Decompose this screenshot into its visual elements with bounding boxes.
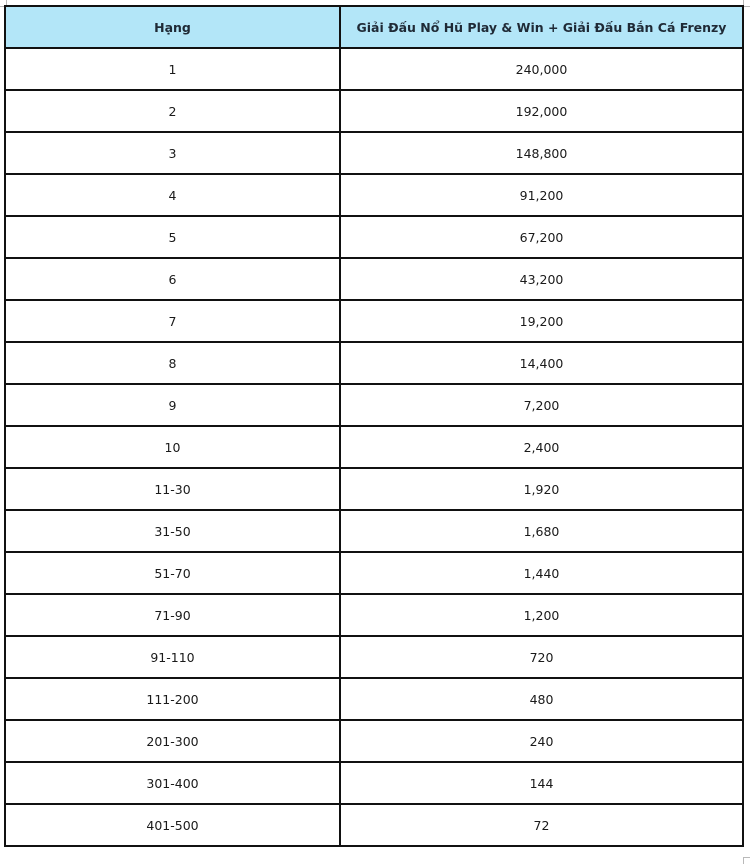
table-row (5, 552, 743, 594)
prize-cell: 1,200 (340, 594, 743, 636)
table-row (5, 258, 743, 300)
corner-mark-bottom-right (743, 857, 750, 864)
prize-cell: 144 (340, 762, 743, 804)
rank-cell: 111-200 (5, 678, 340, 720)
prize-cell: 1,440 (340, 552, 743, 594)
table-row (5, 174, 743, 216)
table-row (5, 510, 743, 552)
prize-cell: 240 (340, 720, 743, 762)
rank-cell: 9 (5, 384, 340, 426)
rank-cell: 6 (5, 258, 340, 300)
table-row (5, 678, 743, 720)
rank-cell: 8 (5, 342, 340, 384)
table-row (5, 384, 743, 426)
table-row (5, 132, 743, 174)
rank-cell: 3 (5, 132, 340, 174)
rank-cell: 401-500 (5, 804, 340, 846)
table-row (5, 90, 743, 132)
table-header-row (5, 6, 743, 48)
corner-mark-top-right (743, 0, 750, 7)
table-row (5, 48, 743, 90)
rank-cell: 31-50 (5, 510, 340, 552)
prize-cell: 148,800 (340, 132, 743, 174)
prize-cell: 1,680 (340, 510, 743, 552)
prize-table (4, 5, 744, 847)
table-row (5, 300, 743, 342)
rank-cell: 10 (5, 426, 340, 468)
rank-cell: 1 (5, 48, 340, 90)
rank-cell: 301-400 (5, 762, 340, 804)
prize-cell: 192,000 (340, 90, 743, 132)
table-row (5, 720, 743, 762)
prize-cell: 240,000 (340, 48, 743, 90)
prize-cell: 720 (340, 636, 743, 678)
table-row (5, 594, 743, 636)
rank-cell: 4 (5, 174, 340, 216)
prize-cell: 67,200 (340, 216, 743, 258)
prize-cell: 2,400 (340, 426, 743, 468)
header-rank: Hạng (5, 6, 340, 48)
table-row (5, 216, 743, 258)
table-row (5, 762, 743, 804)
prize-cell: 1,920 (340, 468, 743, 510)
rank-cell: 5 (5, 216, 340, 258)
prize-cell: 43,200 (340, 258, 743, 300)
prize-cell: 19,200 (340, 300, 743, 342)
rank-cell: 2 (5, 90, 340, 132)
rank-cell: 201-300 (5, 720, 340, 762)
rank-cell: 11-30 (5, 468, 340, 510)
header-prize: Giải Đấu Nổ Hũ Play & Win + Giải Đấu Bắn Cá Frenzy (340, 6, 743, 48)
rank-cell: 71-90 (5, 594, 340, 636)
table-row (5, 468, 743, 510)
rank-cell: 51-70 (5, 552, 340, 594)
prize-cell: 14,400 (340, 342, 743, 384)
table-row (5, 426, 743, 468)
table-row (5, 804, 743, 846)
rank-cell: 7 (5, 300, 340, 342)
prize-cell: 91,200 (340, 174, 743, 216)
prize-cell: 7,200 (340, 384, 743, 426)
prize-cell: 480 (340, 678, 743, 720)
rank-cell: 91-110 (5, 636, 340, 678)
table-row (5, 342, 743, 384)
table-row (5, 636, 743, 678)
prize-cell: 72 (340, 804, 743, 846)
